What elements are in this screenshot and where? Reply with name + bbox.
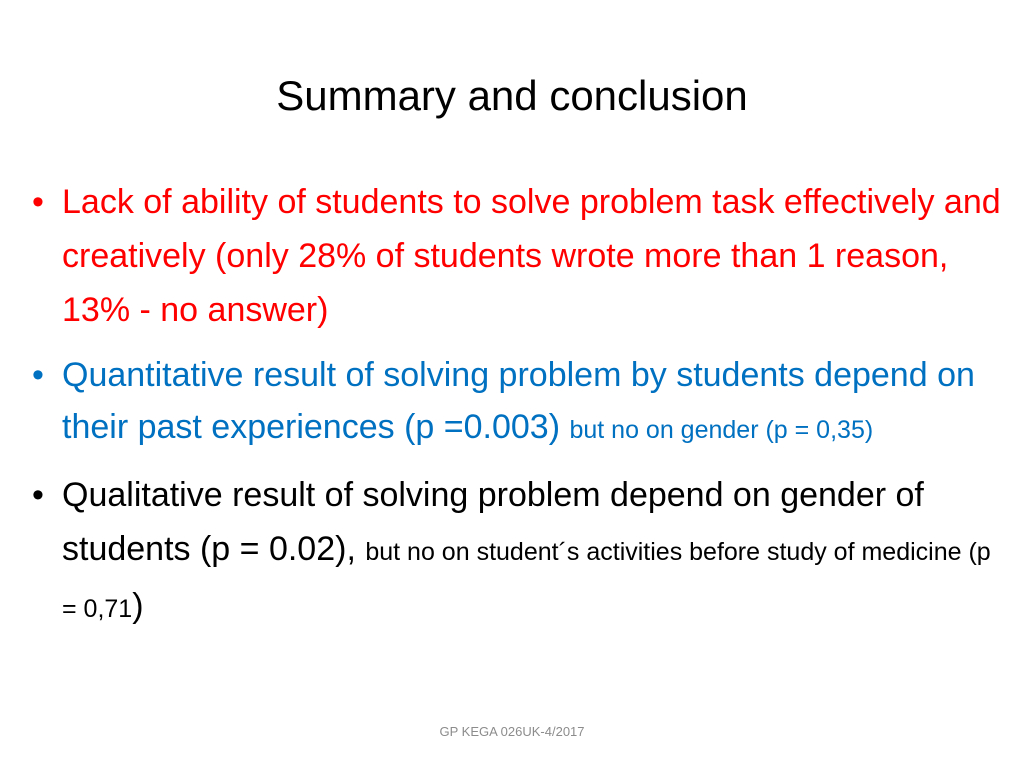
bullet-closing-paren: ) xyxy=(132,587,144,625)
bullet-item-1 xyxy=(26,175,1001,337)
bullet-marker: • xyxy=(32,356,44,394)
bullet-item-2 xyxy=(26,349,1001,456)
bullet-subtext: but no on gender (p = 0,35) xyxy=(569,416,874,444)
bullet-marker: • xyxy=(32,183,44,221)
bullet-list xyxy=(26,175,1001,648)
slide-title: Summary and conclusion xyxy=(276,72,748,119)
bullet-text: Quantitative result of solving problem by students depend on their past experiences (p =0.003) xyxy=(62,356,975,446)
footer-text: GP KEGA 026UK-4/2017 xyxy=(439,724,585,739)
bullet-text: Qualitative result of solving problem depend on gender of students (p = 0.02), xyxy=(62,476,924,568)
bullet-item-3 xyxy=(26,468,1001,636)
bullet-text: Lack of ability of students to solve problem task effectively and creatively (only 28% of students wrote more than 1 reason, 13% - no answer) xyxy=(62,183,1001,329)
bullet-marker: • xyxy=(32,476,44,514)
bullet-subtext: but no on student´s activities before study of medicine (p = 0,71 xyxy=(62,538,991,623)
